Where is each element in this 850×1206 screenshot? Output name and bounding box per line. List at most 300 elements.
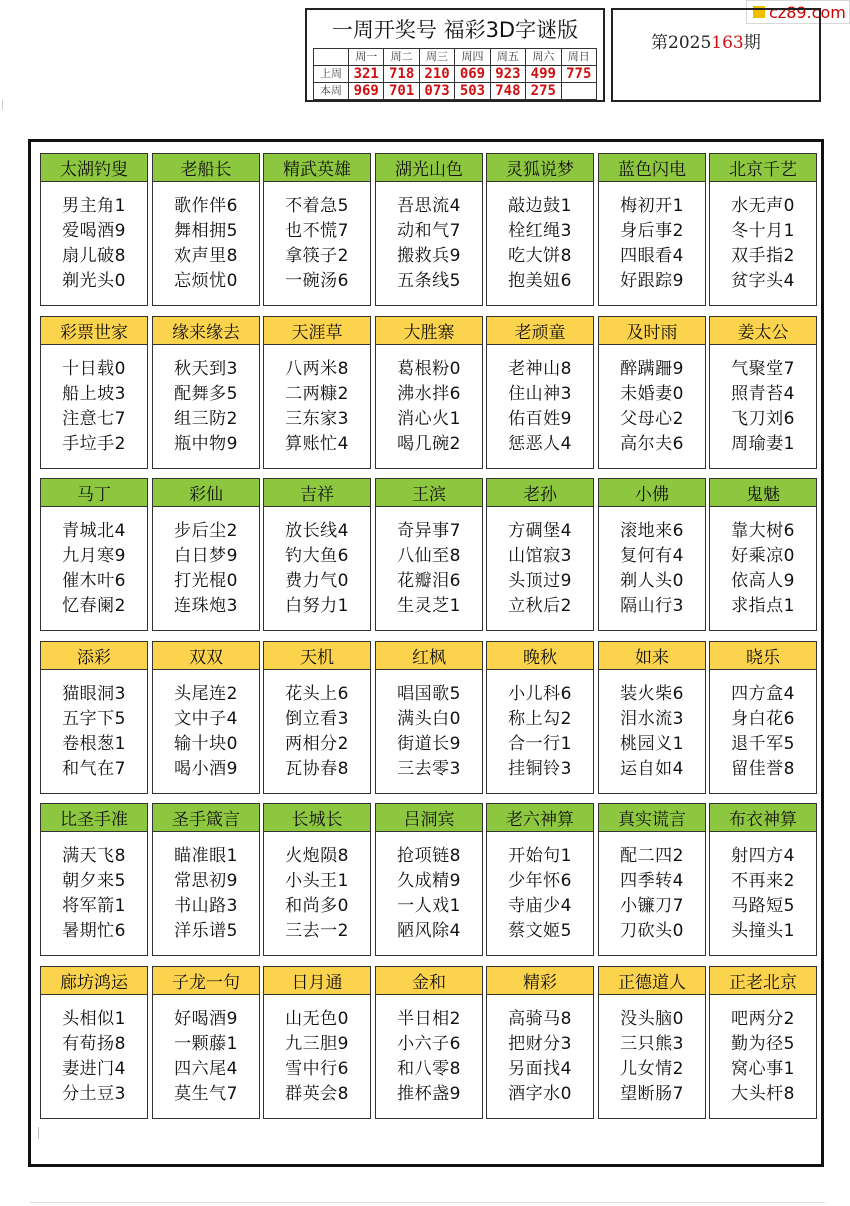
result-number: 069: [455, 66, 490, 83]
riddle-line: 舞相拥5: [174, 221, 238, 241]
riddle-line: 三去零3: [397, 759, 461, 779]
riddle-card-title: 老六神算: [486, 803, 594, 832]
riddle-card-body: [152, 832, 260, 956]
riddle-line: 扇儿破8: [62, 246, 126, 266]
riddle-line: 街道长9: [397, 734, 461, 754]
riddle-card: [152, 803, 260, 958]
riddle-line: 三去一2: [285, 921, 349, 941]
riddle-line: 吃大饼8: [508, 246, 572, 266]
riddle-line: 瓶中物9: [174, 434, 238, 454]
riddle-line: 白日梦9: [174, 546, 238, 566]
riddle-card: [486, 478, 594, 633]
riddle-line: 靠大树6: [731, 521, 795, 541]
riddle-line: 称上勾2: [508, 709, 572, 729]
riddle-line: 搬救兵9: [397, 246, 461, 266]
riddle-line: 欢声里8: [174, 246, 238, 266]
riddle-line: 注意七7: [62, 409, 126, 429]
riddle-card-body: [263, 345, 371, 469]
riddle-card-body: [709, 507, 817, 631]
riddle-line: 少年怀6: [508, 871, 572, 891]
riddle-card: [598, 478, 706, 633]
riddle-card-title: 长城长: [263, 803, 371, 832]
riddle-line: 开始句1: [508, 846, 572, 866]
divider: [38, 1127, 39, 1139]
riddle-card-title: 廊坊鸿运: [40, 966, 148, 995]
riddle-card-body: [40, 507, 148, 631]
riddle-line: 配舞多5: [174, 384, 238, 404]
riddle-line: 剃人头0: [620, 571, 684, 591]
riddle-line: 不着急5: [285, 196, 349, 216]
result-number: 701: [384, 83, 419, 100]
result-number: 748: [490, 83, 525, 100]
riddle-card-title: 正老北京: [709, 966, 817, 995]
result-number: 275: [526, 83, 561, 100]
riddle-card-body: [152, 345, 260, 469]
riddle-card-title: 圣手箴言: [152, 803, 260, 832]
riddle-line: 没头脑0: [620, 1009, 684, 1029]
riddle-line: 费力气0: [285, 571, 349, 591]
riddle-line: 蔡文姬5: [508, 921, 572, 941]
riddle-card: [375, 478, 483, 633]
riddle-line: 动和气7: [397, 221, 461, 241]
riddle-card-title: 及时雨: [598, 316, 706, 345]
day-header: 周五: [490, 49, 525, 66]
riddle-line: 马路短5: [731, 896, 795, 916]
riddle-line: 寺庙少4: [508, 896, 572, 916]
riddle-line: 奇异事7: [397, 521, 461, 541]
riddle-card: [598, 641, 706, 796]
riddle-card: [709, 641, 817, 796]
riddle-card-body: [709, 182, 817, 306]
riddle-line: 和八零8: [397, 1059, 461, 1079]
riddle-card-title: 鬼魅: [709, 478, 817, 507]
riddle-line: 求指点1: [731, 596, 795, 616]
riddle-line: 男主角1: [62, 196, 126, 216]
riddle-line: 配二四2: [620, 846, 684, 866]
riddle-card-body: [40, 670, 148, 794]
riddle-line: 儿女情2: [620, 1059, 684, 1079]
riddle-card: [486, 966, 594, 1121]
riddle-card-body: [709, 832, 817, 956]
riddle-line: 喝几碗2: [397, 434, 461, 454]
riddle-line: 老神山8: [508, 359, 572, 379]
riddle-line: 陋风除4: [397, 921, 461, 941]
riddle-card-title: 大胜寨: [375, 316, 483, 345]
riddle-line: 将军箭1: [62, 896, 126, 916]
riddle-card: [152, 966, 260, 1121]
riddle-line: 勤为径5: [731, 1034, 795, 1054]
riddle-card: [263, 478, 371, 633]
day-header: 周六: [526, 49, 561, 66]
riddle-line: 周瑜妻1: [731, 434, 795, 454]
riddle-line: 好喝酒9: [174, 1009, 238, 1029]
riddle-card: [152, 641, 260, 796]
riddle-line: 窝心事1: [731, 1059, 795, 1079]
riddle-card-body: [375, 182, 483, 306]
riddle-card: [709, 153, 817, 308]
riddle-card-title: 蓝色闪电: [598, 153, 706, 182]
riddle-line: 隔山行3: [620, 596, 684, 616]
riddle-line: 放长线4: [285, 521, 349, 541]
riddle-line: 钓大鱼6: [285, 546, 349, 566]
riddle-card: [375, 153, 483, 308]
riddle-card-title: 精武英雄: [263, 153, 371, 182]
riddle-line: 泪水流3: [620, 709, 684, 729]
riddle-card: [375, 316, 483, 471]
riddle-card-title: 缘来缘去: [152, 316, 260, 345]
riddle-line: 山无色0: [285, 1009, 349, 1029]
issue-label: [651, 28, 761, 53]
riddle-card-body: [152, 507, 260, 631]
riddle-card-title: 吕洞宾: [375, 803, 483, 832]
riddle-line: 合一行1: [508, 734, 572, 754]
riddle-line: 半日相2: [397, 1009, 461, 1029]
riddle-line: 剃光头0: [62, 271, 126, 291]
riddle-line: 小儿科6: [508, 684, 572, 704]
riddle-line: 父母心2: [620, 409, 684, 429]
riddle-line: 依高人9: [731, 571, 795, 591]
riddle-line: 和尚多0: [285, 896, 349, 916]
riddle-line: 花瓣泪6: [397, 571, 461, 591]
riddle-card: [40, 153, 148, 308]
riddle-line: 忘烦忧0: [174, 271, 238, 291]
riddle-card-body: [598, 345, 706, 469]
riddle-line: 滚地来6: [620, 521, 684, 541]
riddle-line: 身白花6: [731, 709, 795, 729]
riddle-line: 暑期忙6: [62, 921, 126, 941]
riddle-line: 四眼看4: [620, 246, 684, 266]
riddle-card: [375, 641, 483, 796]
riddle-line: 火炮陨8: [285, 846, 349, 866]
riddle-card-title: 彩仙: [152, 478, 260, 507]
riddle-line: 吾思流4: [397, 196, 461, 216]
riddle-line: 卷根葱1: [62, 734, 126, 754]
riddle-line: 二两糠2: [285, 384, 349, 404]
riddle-line: 船上坡3: [62, 384, 126, 404]
riddle-line: 头尾连2: [174, 684, 238, 704]
riddle-card-body: [375, 670, 483, 794]
riddle-card-body: [40, 832, 148, 956]
riddle-line: 两相分2: [285, 734, 349, 754]
riddle-card-title: 子龙一句: [152, 966, 260, 995]
riddle-line: 醉蹒跚9: [620, 359, 684, 379]
riddle-line: 桃园义1: [620, 734, 684, 754]
riddle-card-body: [263, 507, 371, 631]
riddle-line: 抢项链8: [397, 846, 461, 866]
riddle-line: 八两米8: [285, 359, 349, 379]
riddle-card-body: [598, 832, 706, 956]
riddle-line: 五条线5: [397, 271, 461, 291]
riddle-line: 山馆寂3: [508, 546, 572, 566]
riddle-line: 吧两分2: [731, 1009, 795, 1029]
riddle-card: [709, 478, 817, 633]
riddle-line: 文中子4: [174, 709, 238, 729]
riddle-line: 大头杆8: [731, 1084, 795, 1104]
riddle-card-title: 老顽童: [486, 316, 594, 345]
riddle-card: [40, 641, 148, 796]
riddle-card-title: 天涯草: [263, 316, 371, 345]
riddle-line: 高尔夫6: [620, 434, 684, 454]
table-row: [314, 49, 597, 66]
riddle-line: 佑百姓9: [508, 409, 572, 429]
riddle-line: 歌作伴6: [174, 196, 238, 216]
riddle-line: 惩恶人4: [508, 434, 572, 454]
riddle-card-title: 小佛: [598, 478, 706, 507]
riddle-line: 退千军5: [731, 734, 795, 754]
result-number: 718: [384, 66, 419, 83]
riddle-card: [152, 478, 260, 633]
day-header: 周日: [561, 49, 596, 66]
riddle-card-body: [40, 345, 148, 469]
riddle-line: 水无声0: [731, 196, 795, 216]
riddle-line: 青城北4: [62, 521, 126, 541]
riddle-line: 洋乐谱5: [174, 921, 238, 941]
riddle-line: 方碉堡4: [508, 521, 572, 541]
riddle-card-title: 真实谎言: [598, 803, 706, 832]
result-number: 775: [561, 66, 596, 83]
riddle-card-title: 太湖钓叟: [40, 153, 148, 182]
riddle-line: 不再来2: [731, 871, 795, 891]
row-label: 本周: [314, 83, 349, 100]
row-label: 上周: [314, 66, 349, 83]
riddle-line: 高骑马8: [508, 1009, 572, 1029]
riddle-line: 复何有4: [620, 546, 684, 566]
riddle-frame: [28, 139, 824, 1167]
riddle-line: 满天飞8: [62, 846, 126, 866]
riddle-card-body: [40, 995, 148, 1119]
riddle-line: 头撞头1: [731, 921, 795, 941]
riddle-card-body: [152, 182, 260, 306]
riddle-line: 消心火1: [397, 409, 461, 429]
riddle-card-title: 天机: [263, 641, 371, 670]
riddle-card-title: 马丁: [40, 478, 148, 507]
riddle-line: 和气在7: [62, 759, 126, 779]
riddle-card-title: 吉祥: [263, 478, 371, 507]
riddle-card-title: 彩票世家: [40, 316, 148, 345]
riddle-card-body: [709, 995, 817, 1119]
riddle-line: 四季转4: [620, 871, 684, 891]
riddle-line: 四六尾4: [174, 1059, 238, 1079]
riddle-card-title: 添彩: [40, 641, 148, 670]
riddle-line: 满头白0: [397, 709, 461, 729]
riddle-line: 推杯盏9: [397, 1084, 461, 1104]
issue-panel: [611, 8, 821, 102]
result-number: [561, 83, 596, 100]
riddle-card-body: [263, 670, 371, 794]
day-header: 周四: [455, 49, 490, 66]
riddle-line: 猫眼洞3: [62, 684, 126, 704]
riddle-card-title: 红枫: [375, 641, 483, 670]
divider: [30, 1202, 825, 1203]
riddle-line: 忆春阑2: [62, 596, 126, 616]
riddle-card-body: [263, 182, 371, 306]
page-title: 一周开奖号 福彩3D字谜版: [331, 18, 579, 42]
riddle-line: 群英会8: [285, 1084, 349, 1104]
riddle-card: [709, 316, 817, 471]
result-number: 499: [526, 66, 561, 83]
riddle-line: 瞄准眼1: [174, 846, 238, 866]
riddle-card-title: 布衣神算: [709, 803, 817, 832]
result-number: 321: [349, 66, 384, 83]
riddle-card: [375, 966, 483, 1121]
issue-prefix: 第2025: [651, 33, 712, 53]
riddle-card-body: [486, 507, 594, 631]
riddle-line: 一人戏1: [397, 896, 461, 916]
riddle-line: 未婚妻0: [620, 384, 684, 404]
riddle-line: 栓红绳3: [508, 221, 572, 241]
riddle-line: 飞刀刘6: [731, 409, 795, 429]
riddle-line: 一碗汤6: [285, 271, 349, 291]
riddle-line: 好跟踪9: [620, 271, 684, 291]
riddle-line: 拿筷子2: [285, 246, 349, 266]
riddle-card-body: [486, 345, 594, 469]
riddle-line: 瓦协春8: [285, 759, 349, 779]
riddle-card-body: [263, 995, 371, 1119]
riddle-line: 小六子6: [397, 1034, 461, 1054]
riddle-line: 身后事2: [620, 221, 684, 241]
weekly-results-panel: [305, 8, 605, 102]
riddle-line: 射四方4: [731, 846, 795, 866]
riddle-line: 住山神3: [508, 384, 572, 404]
riddle-line: 沸水拌6: [397, 384, 461, 404]
riddle-card: [40, 966, 148, 1121]
riddle-line: 算账忙4: [285, 434, 349, 454]
riddle-line: 运自如4: [620, 759, 684, 779]
table-row: [314, 83, 597, 100]
riddle-card: [486, 316, 594, 471]
riddle-line: 刀砍头0: [620, 921, 684, 941]
riddle-line: 四方盒4: [731, 684, 795, 704]
riddle-card-body: [152, 995, 260, 1119]
riddle-card-body: [598, 995, 706, 1119]
riddle-line: 有荀扬8: [62, 1034, 126, 1054]
riddle-card-body: [375, 995, 483, 1119]
riddle-line: 手垃手2: [62, 434, 126, 454]
riddle-line: 一颗藤1: [174, 1034, 238, 1054]
riddle-card-title: 姜太公: [709, 316, 817, 345]
riddle-card-body: [486, 995, 594, 1119]
riddle-card-body: [709, 345, 817, 469]
riddle-card-title: 晚秋: [486, 641, 594, 670]
riddle-card-title: 灵狐说梦: [486, 153, 594, 182]
riddle-card: [709, 803, 817, 958]
riddle-card: [263, 803, 371, 958]
riddle-card: [263, 153, 371, 308]
riddle-line: 雪中行6: [285, 1059, 349, 1079]
riddle-line: 莫生气7: [174, 1084, 238, 1104]
riddle-card-title: 日月通: [263, 966, 371, 995]
riddle-line: 爱喝酒9: [62, 221, 126, 241]
riddle-line: 输十块0: [174, 734, 238, 754]
riddle-line: 喝小酒9: [174, 759, 238, 779]
riddle-card-title: 金和: [375, 966, 483, 995]
riddle-card-body: [375, 345, 483, 469]
riddle-line: 八仙至8: [397, 546, 461, 566]
row-label: [314, 49, 349, 66]
riddle-line: 小头王1: [285, 871, 349, 891]
riddle-line: 留佳誉8: [731, 759, 795, 779]
riddle-card: [598, 153, 706, 308]
day-header: 周一: [349, 49, 384, 66]
issue-number: 163: [711, 33, 744, 53]
riddle-line: 也不慌7: [285, 221, 349, 241]
riddle-card-title: 王滨: [375, 478, 483, 507]
riddle-line: 唱国歌5: [397, 684, 461, 704]
riddle-card: [598, 803, 706, 958]
riddle-card-body: [375, 507, 483, 631]
riddle-line: 贫字头4: [731, 271, 795, 291]
riddle-line: 常思初9: [174, 871, 238, 891]
riddle-line: 小镰刀7: [620, 896, 684, 916]
riddle-card-title: 双双: [152, 641, 260, 670]
riddle-card-title: 比圣手准: [40, 803, 148, 832]
riddle-line: 催木叶6: [62, 571, 126, 591]
riddle-card-body: [598, 182, 706, 306]
riddle-line: 梅初开1: [620, 196, 684, 216]
issue-suffix: 期: [743, 33, 761, 53]
riddle-line: 双手指2: [731, 246, 795, 266]
riddle-line: 打光棍0: [174, 571, 238, 591]
riddle-line: 花头上6: [285, 684, 349, 704]
riddle-card-title: 正德道人: [598, 966, 706, 995]
riddle-card-body: [598, 507, 706, 631]
riddle-card-title: 北京千艺: [709, 153, 817, 182]
result-number: 923: [490, 66, 525, 83]
riddle-line: 气聚堂7: [731, 359, 795, 379]
riddle-card-body: [263, 832, 371, 956]
riddle-line: 白努力1: [285, 596, 349, 616]
riddle-card: [152, 316, 260, 471]
riddle-line: 步后尘2: [174, 521, 238, 541]
riddle-card: [263, 641, 371, 796]
riddle-card-body: [375, 832, 483, 956]
riddle-card: [486, 153, 594, 308]
riddle-line: 九三胆9: [285, 1034, 349, 1054]
result-number: 969: [349, 83, 384, 100]
riddle-line: 生灵芝1: [397, 596, 461, 616]
riddle-line: 抱美妞6: [508, 271, 572, 291]
riddle-card: [598, 316, 706, 471]
riddle-card-title: 精彩: [486, 966, 594, 995]
result-number: 073: [419, 83, 454, 100]
table-row: [314, 66, 597, 83]
riddle-line: 十日载0: [62, 359, 126, 379]
day-header: 周二: [384, 49, 419, 66]
riddle-card: [486, 641, 594, 796]
riddle-line: 把财分3: [508, 1034, 572, 1054]
riddle-card-title: 老孙: [486, 478, 594, 507]
riddle-line: 连珠炮3: [174, 596, 238, 616]
riddle-line: 倒立看3: [285, 709, 349, 729]
riddle-card: [709, 966, 817, 1121]
riddle-line: 分土豆3: [62, 1084, 126, 1104]
day-header: 周三: [419, 49, 454, 66]
riddle-card-title: 湖光山色: [375, 153, 483, 182]
riddle-line: 书山路3: [174, 896, 238, 916]
riddle-line: 三东家3: [285, 409, 349, 429]
result-number: 210: [419, 66, 454, 83]
riddle-card: [486, 803, 594, 958]
riddle-card-title: 如来: [598, 641, 706, 670]
riddle-line: 冬十月1: [731, 221, 795, 241]
riddle-line: 望断肠7: [620, 1084, 684, 1104]
riddle-line: 组三防2: [174, 409, 238, 429]
riddle-line: 九月寒9: [62, 546, 126, 566]
riddle-card: [40, 478, 148, 633]
riddle-line: 三只熊3: [620, 1034, 684, 1054]
riddle-card: [598, 966, 706, 1121]
result-number: 503: [455, 83, 490, 100]
